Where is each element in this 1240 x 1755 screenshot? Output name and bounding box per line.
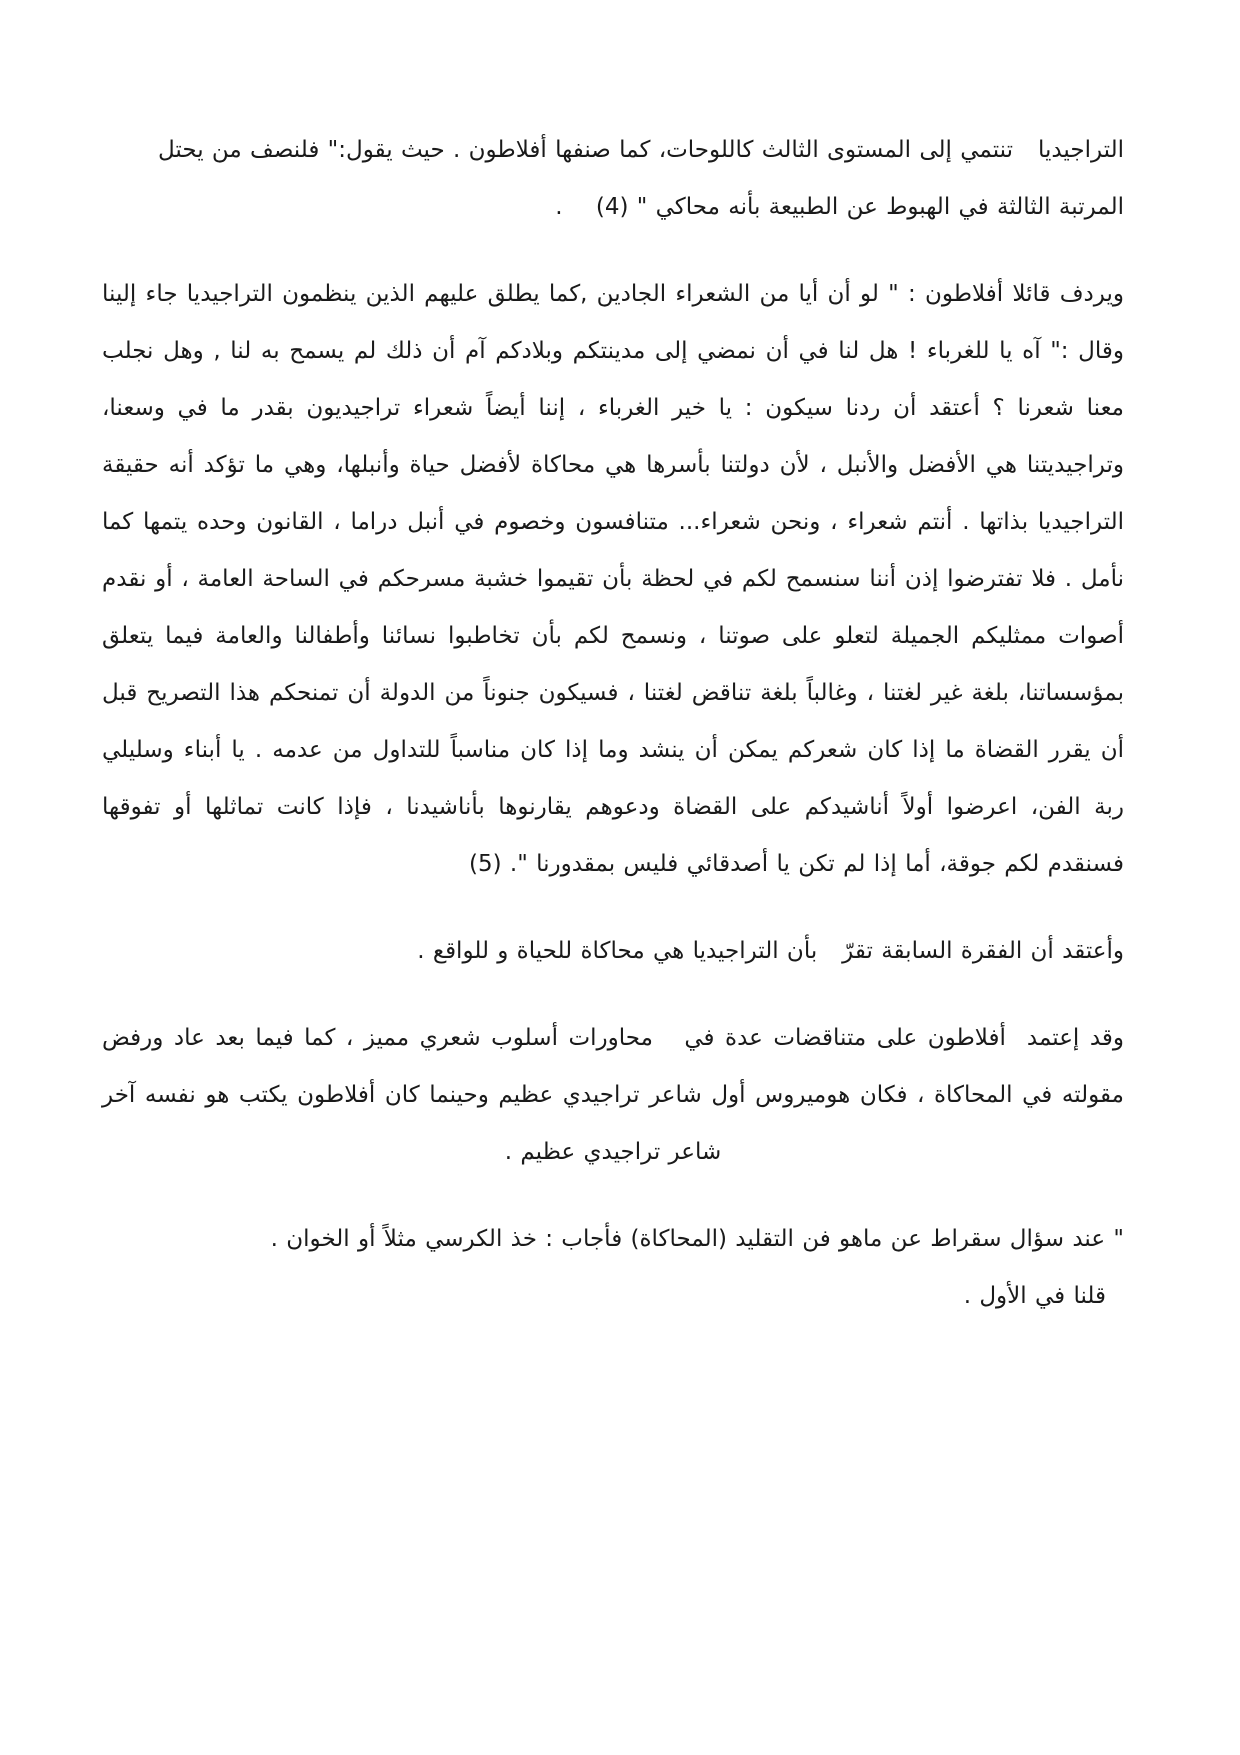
- paragraph-socrates-question: " عند سؤال سقراط عن ماهو فن التقليد (المحاكاة) فأجاب : خذ الكرسي مثلاً أو الخوان .: [270, 1226, 1124, 1252]
- paragraph-closing-line: قلنا في الأول .: [963, 1283, 1106, 1309]
- paragraph-conclusion-mimesis: وأعتقد أن الفقرة السابقة تقرّ بأن التراجيديا هي محاكاة للحياة و للواقع .: [417, 938, 1124, 964]
- paragraph-plato-contradictions: وقد إعتمد أفلاطون على متناقضات عدة في محاورات أسلوب شعري مميز ، كما فيما بعد عاد ورفض مقولته في المحاكاة ، فكان هوميروس أول شاعر تراجيدي عظيم وحينما كان أفلاطون يكتب هو نفسه آخر شاعر تراجيدي عظيم .: [93, 1025, 1124, 1165]
- paragraph-plato-long-quote: ويردف قائلا أفلاطون : " لو أن أيا من الشعراء الجادين ,كما يطلق عليهم الذين ينظمون التراجيديا جاء إلينا وقال :" آه يا للغرباء ! هل لنا في أن نمضي إلى مدينتكم وبلادكم آم أن ذلك لم يسمح به لنا , وهل نجلب معنا شعرنا ؟ أعتقد أن ردنا سيكون : يا خير الغرباء ، إننا أيضاً شعراء تراجيديون بقدر ما في وسعنا، وتراجيديتنا هي الأفضل والأنبل ، لأن دولتنا بأسرها هي محاكاة لأفضل حياة وأنبلها، وهي ما تؤكد أنه حقيقة التراجيديا بذاتها . أنتم شعراء ، ونحن شعراء... متنافسون وخصوم في أنبل دراما ، القانون وحده يتمها كما نأمل . فلا تفترضوا إذن أننا سنسمح لكم في لحظة بأن تقيموا خشبة مسرحكم في الساحة العامة ، أو نقدم أصوات ممثليكم الجميلة لتعلو على صوتنا ، ونسمح لكم بأن تخاطبوا نسائنا وأطفالنا والعامة فيما يتعلق بمؤسساتنا، بلغة غير لغتنا ، وغالباً بلغة تناقض لغتنا ، فسيكون جنوناً من الدولة أن تمنحكم هذا التصريح قبل أن يقرر القضاة ما إذا كان شعركم يمكن أن ينشد وما إذا كان مناسباً للتداول من عدمه . يا أبناء وسليلي ربة الفن، اعرضوا أولاً أناشيدكم على القضاة ودعوهم يقارنوها بأناشيدنا ، فإذا كانت تماثلها أو تفوقها فسنقدم لكم جوقة، أما إذا لم تكن يا أصدقائي فليس بمقدورنا ". (5): [93, 281, 1124, 877]
- paragraph-tragedy-third-level: التراجيديا تنتمي إلى المستوى الثالث كاللوحات، كما صنفها أفلاطون . حيث يقول:" فلنصف من يحتل المرتبة الثالثة في الهبوط عن الطبيعة بأنه محاكي " (4) .: [149, 137, 1124, 220]
